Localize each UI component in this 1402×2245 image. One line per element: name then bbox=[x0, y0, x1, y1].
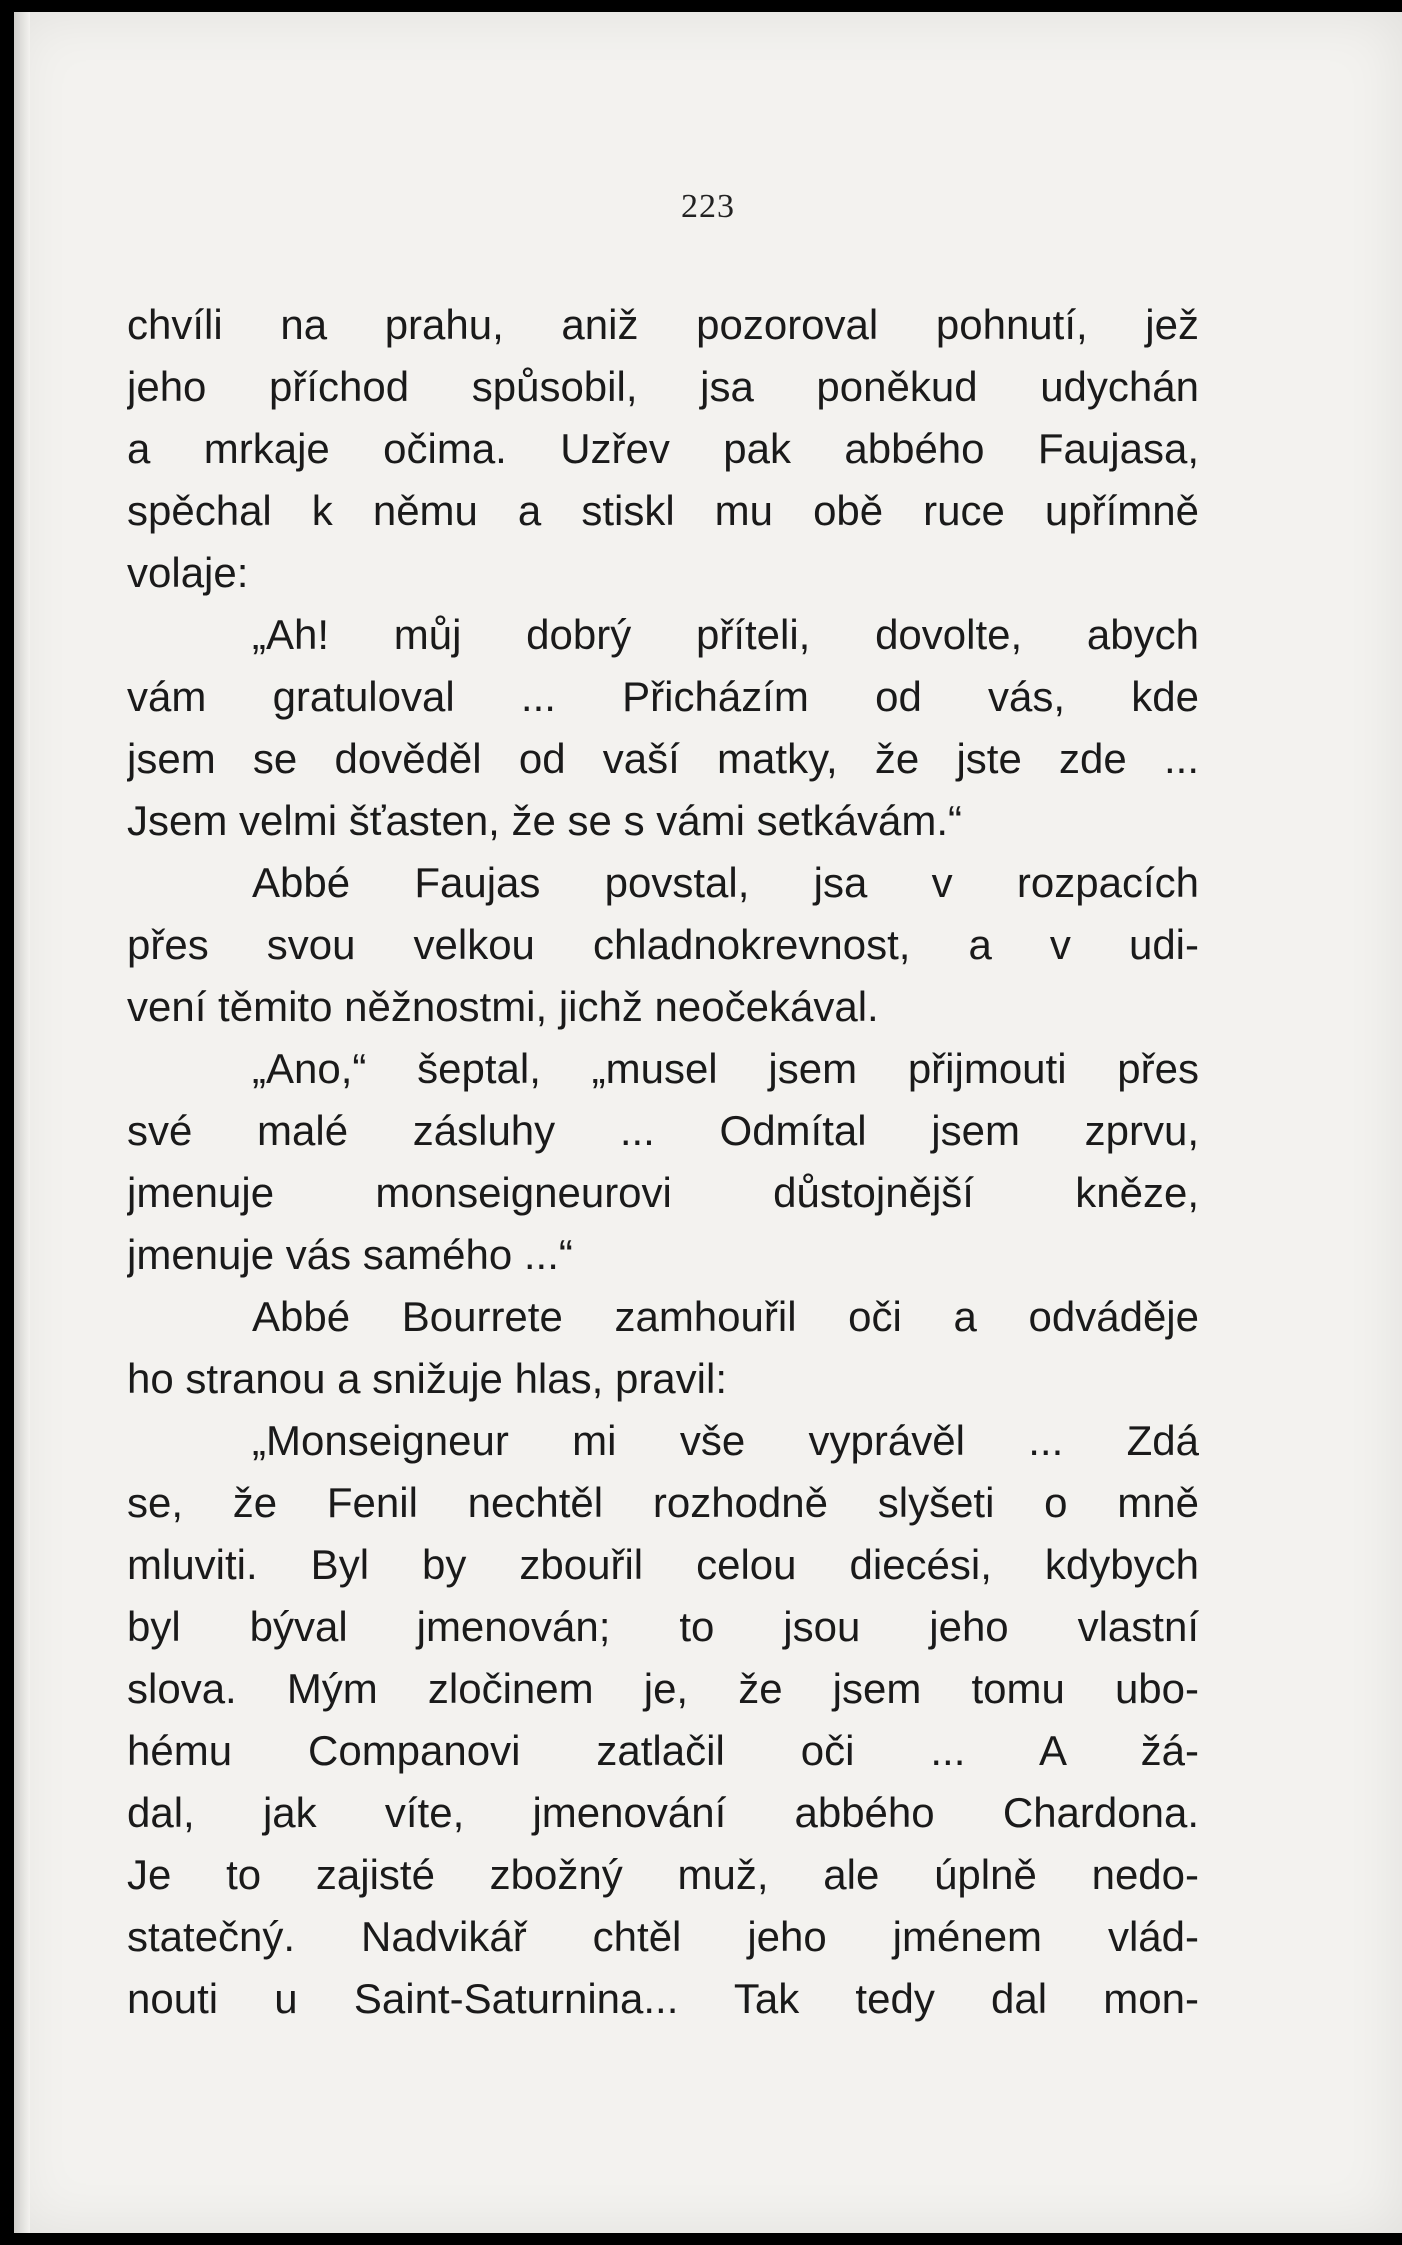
text-line: se, že Fenil nechtěl rozhodně slyšeti o mně bbox=[127, 1479, 1199, 1526]
text-line: nouti u Saint-Saturnina... Tak tedy dal mon- bbox=[127, 1975, 1199, 2022]
text-line: „Ano,“ šeptal, „musel jsem přijmouti přes bbox=[252, 1045, 1199, 1092]
text-line: jmenuje vás samého ...“ bbox=[127, 1231, 573, 1278]
text-line: své malé zásluhy ... Odmítal jsem zprvu, bbox=[127, 1107, 1199, 1154]
text-line: „Monseigneur mi vše vyprávěl ... Zdá bbox=[252, 1417, 1199, 1464]
text-line: Abbé Faujas povstal, jsa v rozpacích bbox=[252, 859, 1199, 906]
text-line: dal, jak víte, jmenování abbého Chardona. bbox=[127, 1789, 1199, 1836]
text-line: jeho příchod spůsobil, jsa poněkud udychán bbox=[127, 363, 1199, 410]
text-line: Abbé Bourrete zamhouřil oči a odváděje bbox=[252, 1293, 1199, 1340]
text-line: „Ah! můj dobrý příteli, dovolte, abych bbox=[252, 611, 1199, 658]
text-line: chvíli na prahu, aniž pozoroval pohnutí, jež bbox=[127, 301, 1199, 348]
text-line: vám gratuloval ... Přicházím od vás, kde bbox=[127, 673, 1199, 720]
page-spine-shadow bbox=[14, 12, 30, 2233]
text-line: přes svou velkou chladnokrevnost, a v udi- bbox=[127, 921, 1199, 968]
text-line: slova. Mým zločinem je, že jsem tomu ubo- bbox=[127, 1665, 1199, 1712]
text-line: mluviti. Byl by zbouřil celou diecési, kdybych bbox=[127, 1541, 1199, 1588]
text-line: jsem se dověděl od vaší matky, že jste zde ... bbox=[127, 735, 1199, 782]
text-line: Je to zajisté zbožný muž, ale úplně nedo- bbox=[127, 1851, 1199, 1898]
text-line: statečný. Nadvikář chtěl jeho jménem vlád- bbox=[127, 1913, 1199, 1960]
text-line: byl býval jmenován; to jsou jeho vlastní bbox=[127, 1603, 1199, 1650]
text-line: vení těmito něžnostmi, jichž neočekával. bbox=[127, 983, 879, 1030]
page-number: 223 bbox=[681, 188, 735, 225]
body-text bbox=[127, 294, 1199, 2030]
book-page bbox=[14, 12, 1402, 2233]
text-line: hému Companovi zatlačil oči ... A žá- bbox=[127, 1727, 1199, 1774]
text-line: jmenuje monseigneurovi důstojnější kněze, bbox=[127, 1169, 1199, 1216]
text-line: a mrkaje očima. Uzřev pak abbého Faujasa, bbox=[127, 425, 1199, 472]
text-line: Jsem velmi šťasten, že se s vámi setkávám.“ bbox=[127, 797, 962, 844]
text-line: ho stranou a snižuje hlas, pravil: bbox=[127, 1355, 727, 1402]
text-line: volaje: bbox=[127, 549, 249, 596]
text-line: spěchal k němu a stiskl mu obě ruce upřímně bbox=[127, 487, 1199, 534]
